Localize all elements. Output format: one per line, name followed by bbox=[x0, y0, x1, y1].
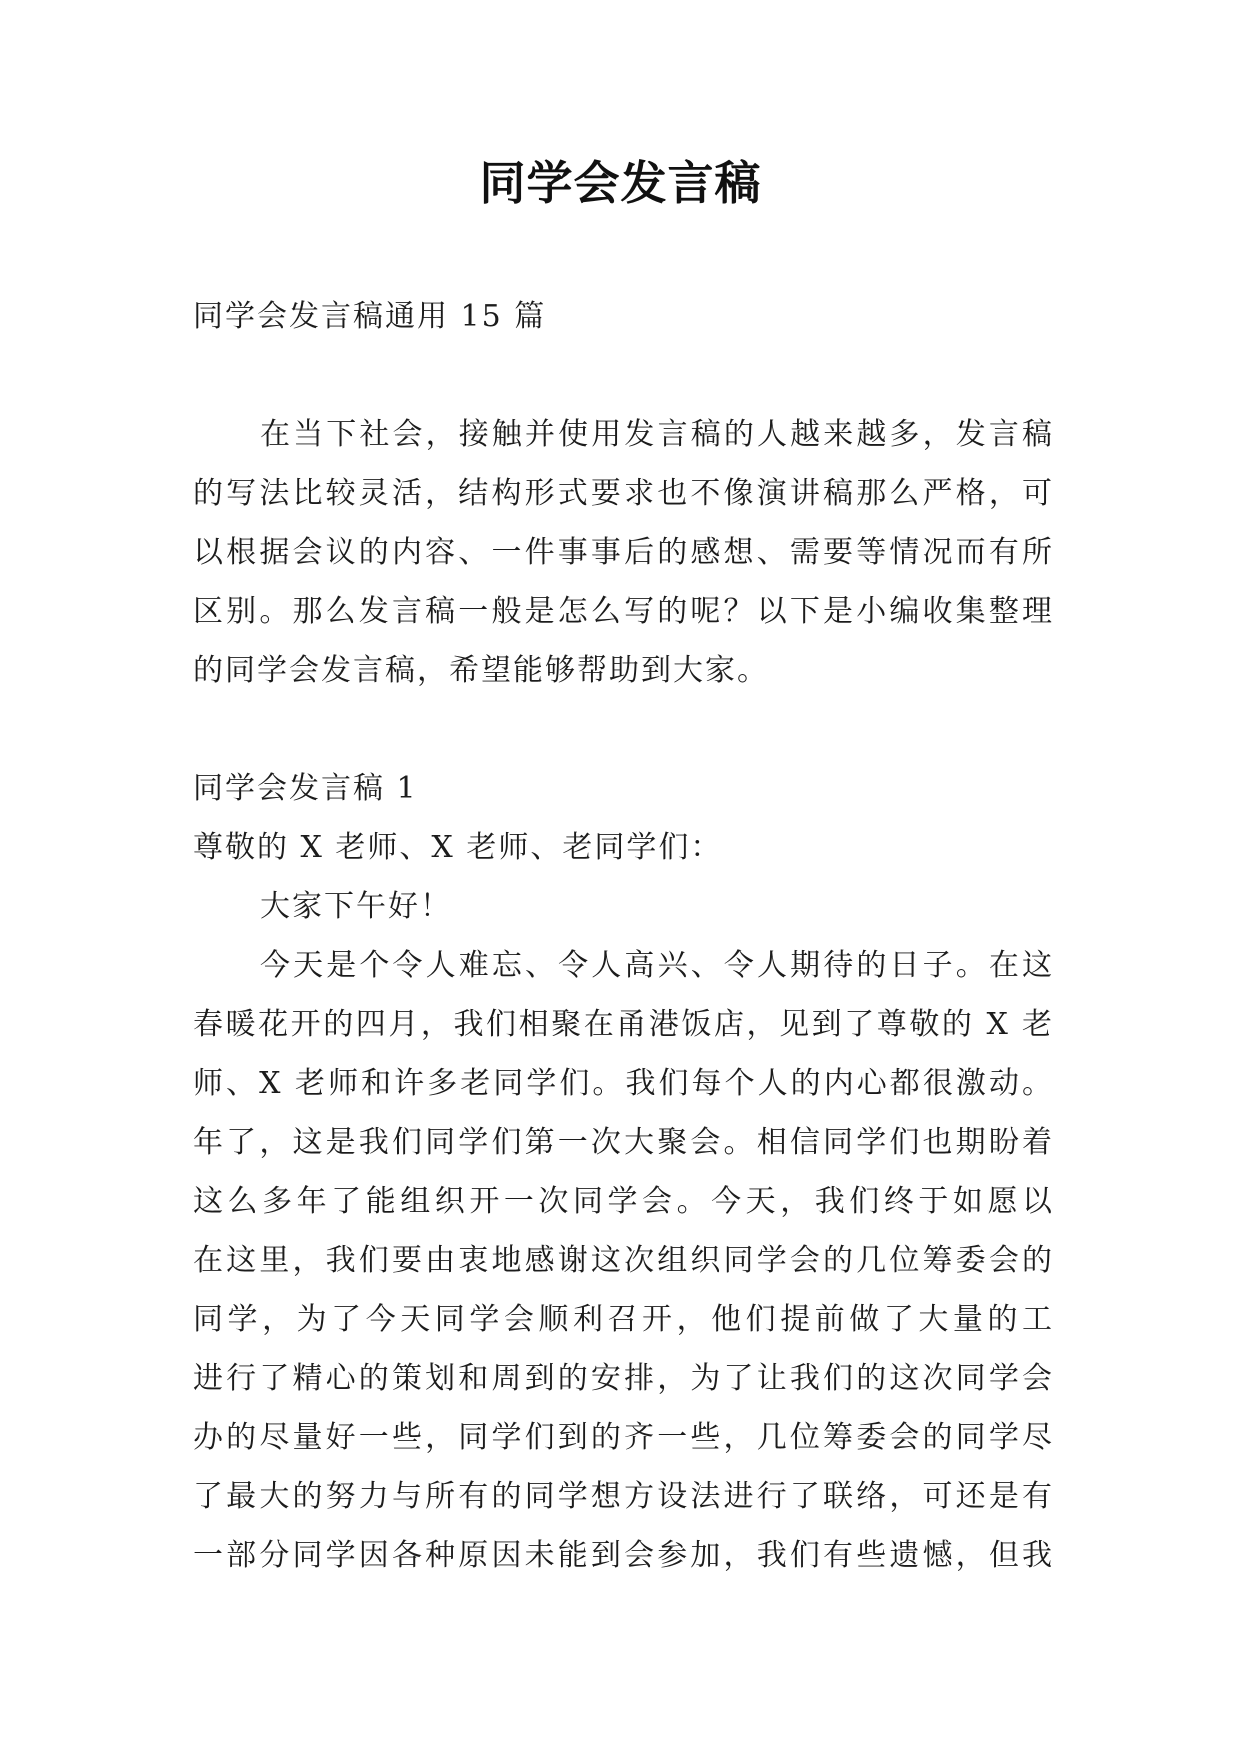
section-1 bbox=[193, 759, 1054, 1585]
document-subtitle: 同学会发言稿通用 15 篇 bbox=[193, 299, 547, 334]
intro-line: 的写法比较灵活，结构形式要求也不像演讲稿那么严格，可 bbox=[193, 476, 1054, 511]
greeting: 大家下午好！ bbox=[260, 889, 452, 924]
intro-line: 区别。那么发言稿一般是怎么写的呢？以下是小编收集整理 bbox=[193, 594, 1054, 629]
section-heading: 同学会发言稿 1 bbox=[193, 771, 418, 806]
body-line: 一部分同学因各种原因未能到会参加，我们有些遗憾，但我 bbox=[193, 1538, 1054, 1573]
body-line: 在这里，我们要由衷地感谢这次组织同学会的几位筹委会的 bbox=[193, 1243, 1054, 1278]
body-line: 师、X 老师和许多老同学们。我们每个人的内心都很激动。 bbox=[193, 1066, 1054, 1101]
salutation: 尊敬的 X 老师、X 老师、老同学们： bbox=[193, 830, 723, 865]
intro-paragraph bbox=[193, 405, 1054, 700]
section-body-paragraph bbox=[193, 936, 1054, 1585]
body-line: 这么多年了能组织开一次同学会。今天，我们终于如愿以 bbox=[193, 1184, 1054, 1219]
body-line: 了最大的努力与所有的同学想方设法进行了联络，可还是有 bbox=[193, 1479, 1054, 1514]
intro-line: 的同学会发言稿，希望能够帮助到大家。 bbox=[193, 653, 769, 688]
body-line: 办的尽量好一些，同学们到的齐一些，几位筹委会的同学尽 bbox=[193, 1420, 1054, 1455]
body-line: 年了，这是我们同学们第一次大聚会。相信同学们也期盼着 bbox=[193, 1125, 1054, 1160]
intro-line: 以根据会议的内容、一件事事后的感想、需要等情况而有所 bbox=[193, 535, 1054, 570]
body-line: 同学，为了今天同学会顺利召开，他们提前做了大量的工 bbox=[193, 1302, 1054, 1337]
body-line: 春暖花开的四月，我们相聚在甬港饭店，见到了尊敬的 X 老 bbox=[193, 1007, 1054, 1042]
document-title: 同学会发言稿 bbox=[479, 156, 762, 210]
intro-line: 在当下社会，接触并使用发言稿的人越来越多，发言稿 bbox=[260, 417, 1054, 452]
document-body bbox=[193, 287, 1054, 1585]
body-line: 今天是个令人难忘、令人高兴、令人期待的日子。在这 bbox=[260, 948, 1054, 983]
body-line: 进行了精心的策划和周到的安排，为了让我们的这次同学会 bbox=[193, 1361, 1054, 1396]
